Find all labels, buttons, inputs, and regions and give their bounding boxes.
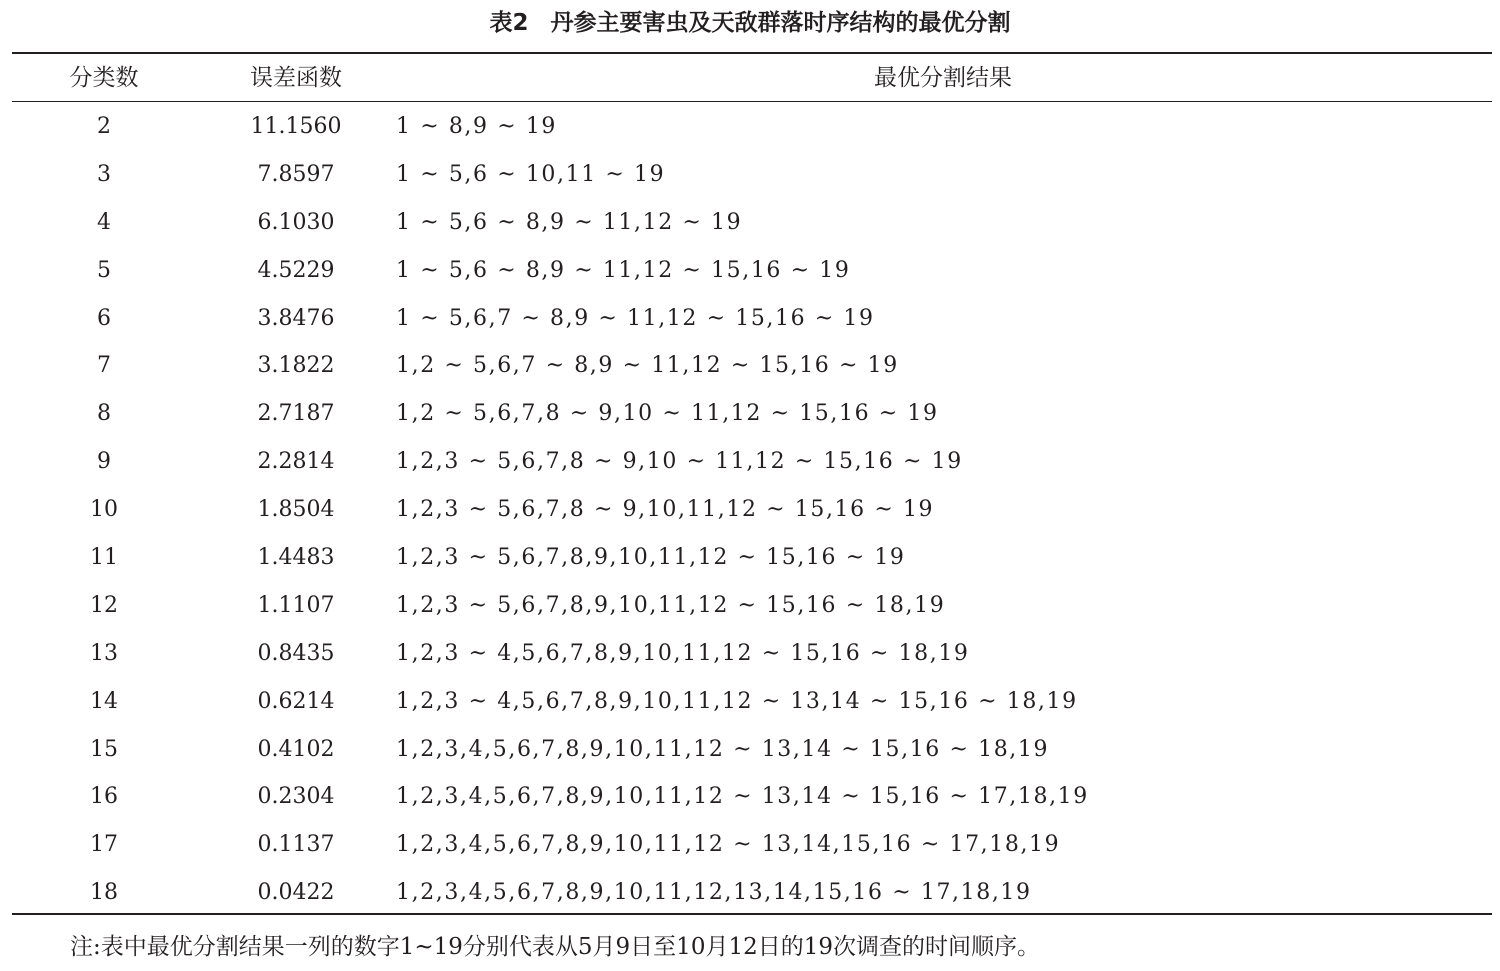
cell-class-count: 16 <box>90 784 118 810</box>
cell-segmentation: 1,2,3 ~ 5,6,7,8 ~ 9,10 ~ 11,12 ~ 15,16 ~ 19 <box>396 449 963 475</box>
cell-segmentation: 1,2,3 ~ 4,5,6,7,8,9,10,11,12 ~ 13,14 ~ 15,16 ~ 18,19 <box>396 688 1078 714</box>
table-row <box>0 773 1500 821</box>
cell-class-count: 6 <box>97 305 111 331</box>
cell-class-count: 14 <box>90 688 118 714</box>
cell-class-count: 8 <box>97 401 111 427</box>
cell-error-value: 3.8476 <box>257 305 335 331</box>
cell-error-value: 11.1560 <box>250 114 342 139</box>
cell-error-value: 6.1030 <box>257 209 335 235</box>
cell-segmentation: 1,2,3 ~ 5,6,7,8,9,10,11,12 ~ 15,16 ~ 18,19 <box>396 592 946 618</box>
table-row <box>0 869 1500 917</box>
cell-class-count: 17 <box>90 832 118 858</box>
cell-class-count: 9 <box>97 449 111 475</box>
cell-error-value: 1.1107 <box>257 592 335 618</box>
cell-segmentation: 1 ~ 5,6 ~ 8,9 ~ 11,12 ~ 15,16 ~ 19 <box>396 257 851 283</box>
table-row <box>0 295 1500 343</box>
cell-segmentation: 1,2,3,4,5,6,7,8,9,10,11,12 ~ 13,14 ~ 15,16 ~ 18,19 <box>396 736 1050 762</box>
table-row <box>0 821 1500 869</box>
table-number: 表2 <box>489 10 529 36</box>
cell-error-value: 3.1822 <box>257 353 335 379</box>
table-title <box>0 6 1500 40</box>
table-row <box>0 678 1500 726</box>
cell-class-count: 11 <box>90 545 118 571</box>
cell-segmentation: 1 ~ 5,6,7 ~ 8,9 ~ 11,12 ~ 15,16 ~ 19 <box>396 305 875 331</box>
header-optimal-segmentation: 最优分割结果 <box>874 65 1012 91</box>
cell-segmentation: 1,2,3,4,5,6,7,8,9,10,11,12,13,14,15,16 ~ 17,18,19 <box>396 880 1032 906</box>
cell-error-value: 2.2814 <box>257 449 335 475</box>
table-note: 注:表中最优分割结果一列的数字1~19分别代表从5月9日至10月12日的19次调查的时间顺序。 <box>70 934 1040 960</box>
cell-segmentation: 1,2,3,4,5,6,7,8,9,10,11,12 ~ 13,14,15,16 ~ 17,18,19 <box>396 832 1061 858</box>
cell-segmentation: 1,2 ~ 5,6,7,8 ~ 9,10 ~ 11,12 ~ 15,16 ~ 19 <box>396 401 939 427</box>
cell-error-value: 2.7187 <box>257 401 335 427</box>
cell-error-value: 0.4102 <box>257 736 335 762</box>
table-body <box>0 103 1500 917</box>
table-row <box>0 726 1500 774</box>
cell-segmentation: 1 ~ 5,6 ~ 8,9 ~ 11,12 ~ 19 <box>396 209 743 235</box>
cell-error-value: 1.8504 <box>257 497 335 523</box>
table-row <box>0 342 1500 390</box>
cell-segmentation: 1 ~ 5,6 ~ 10,11 ~ 19 <box>396 161 666 187</box>
cell-error-value: 1.4483 <box>257 545 335 571</box>
table-row <box>0 486 1500 534</box>
table-row <box>0 199 1500 247</box>
cell-class-count: 3 <box>97 161 111 187</box>
bottom-rule <box>12 913 1492 915</box>
cell-error-value: 0.0422 <box>257 880 335 906</box>
cell-error-value: 0.6214 <box>257 688 335 714</box>
cell-class-count: 12 <box>90 592 118 618</box>
header-class-count: 分类数 <box>69 65 139 91</box>
header-rule <box>12 101 1492 102</box>
cell-class-count: 18 <box>90 880 118 906</box>
table-row <box>0 438 1500 486</box>
cell-class-count: 13 <box>90 640 118 666</box>
cell-class-count: 7 <box>97 353 111 379</box>
cell-class-count: 10 <box>90 497 118 523</box>
cell-class-count: 5 <box>97 257 111 283</box>
cell-segmentation: 1,2,3 ~ 4,5,6,7,8,9,10,11,12 ~ 15,16 ~ 18,19 <box>396 640 970 666</box>
cell-class-count: 15 <box>90 736 118 762</box>
cell-class-count: 4 <box>97 209 111 235</box>
cell-segmentation: 1,2 ~ 5,6,7 ~ 8,9 ~ 11,12 ~ 15,16 ~ 19 <box>396 353 899 379</box>
cell-segmentation: 1,2,3 ~ 5,6,7,8,9,10,11,12 ~ 15,16 ~ 19 <box>396 545 906 571</box>
table-row <box>0 390 1500 438</box>
table-row <box>0 151 1500 199</box>
table-row <box>0 582 1500 630</box>
table-row <box>0 247 1500 295</box>
cell-error-value: 0.1137 <box>257 832 335 858</box>
cell-error-value: 0.8435 <box>257 640 335 666</box>
cell-error-value: 0.2304 <box>257 784 335 810</box>
cell-error-value: 4.5229 <box>257 257 335 283</box>
cell-class-count: 2 <box>97 114 111 139</box>
cell-segmentation: 1,2,3,4,5,6,7,8,9,10,11,12 ~ 13,14 ~ 15,16 ~ 17,18,19 <box>396 784 1089 810</box>
table-row <box>0 630 1500 678</box>
cell-error-value: 7.8597 <box>257 161 335 187</box>
table-caption: 丹参主要害虫及天敌群落时序结构的最优分割 <box>550 10 1011 36</box>
top-rule <box>12 52 1492 54</box>
table-row <box>0 534 1500 582</box>
cell-segmentation: 1 ~ 8,9 ~ 19 <box>396 114 558 139</box>
table-row <box>0 103 1500 151</box>
header-error-function: 误差函数 <box>250 65 342 91</box>
cell-segmentation: 1,2,3 ~ 5,6,7,8 ~ 9,10,11,12 ~ 15,16 ~ 19 <box>396 497 935 523</box>
